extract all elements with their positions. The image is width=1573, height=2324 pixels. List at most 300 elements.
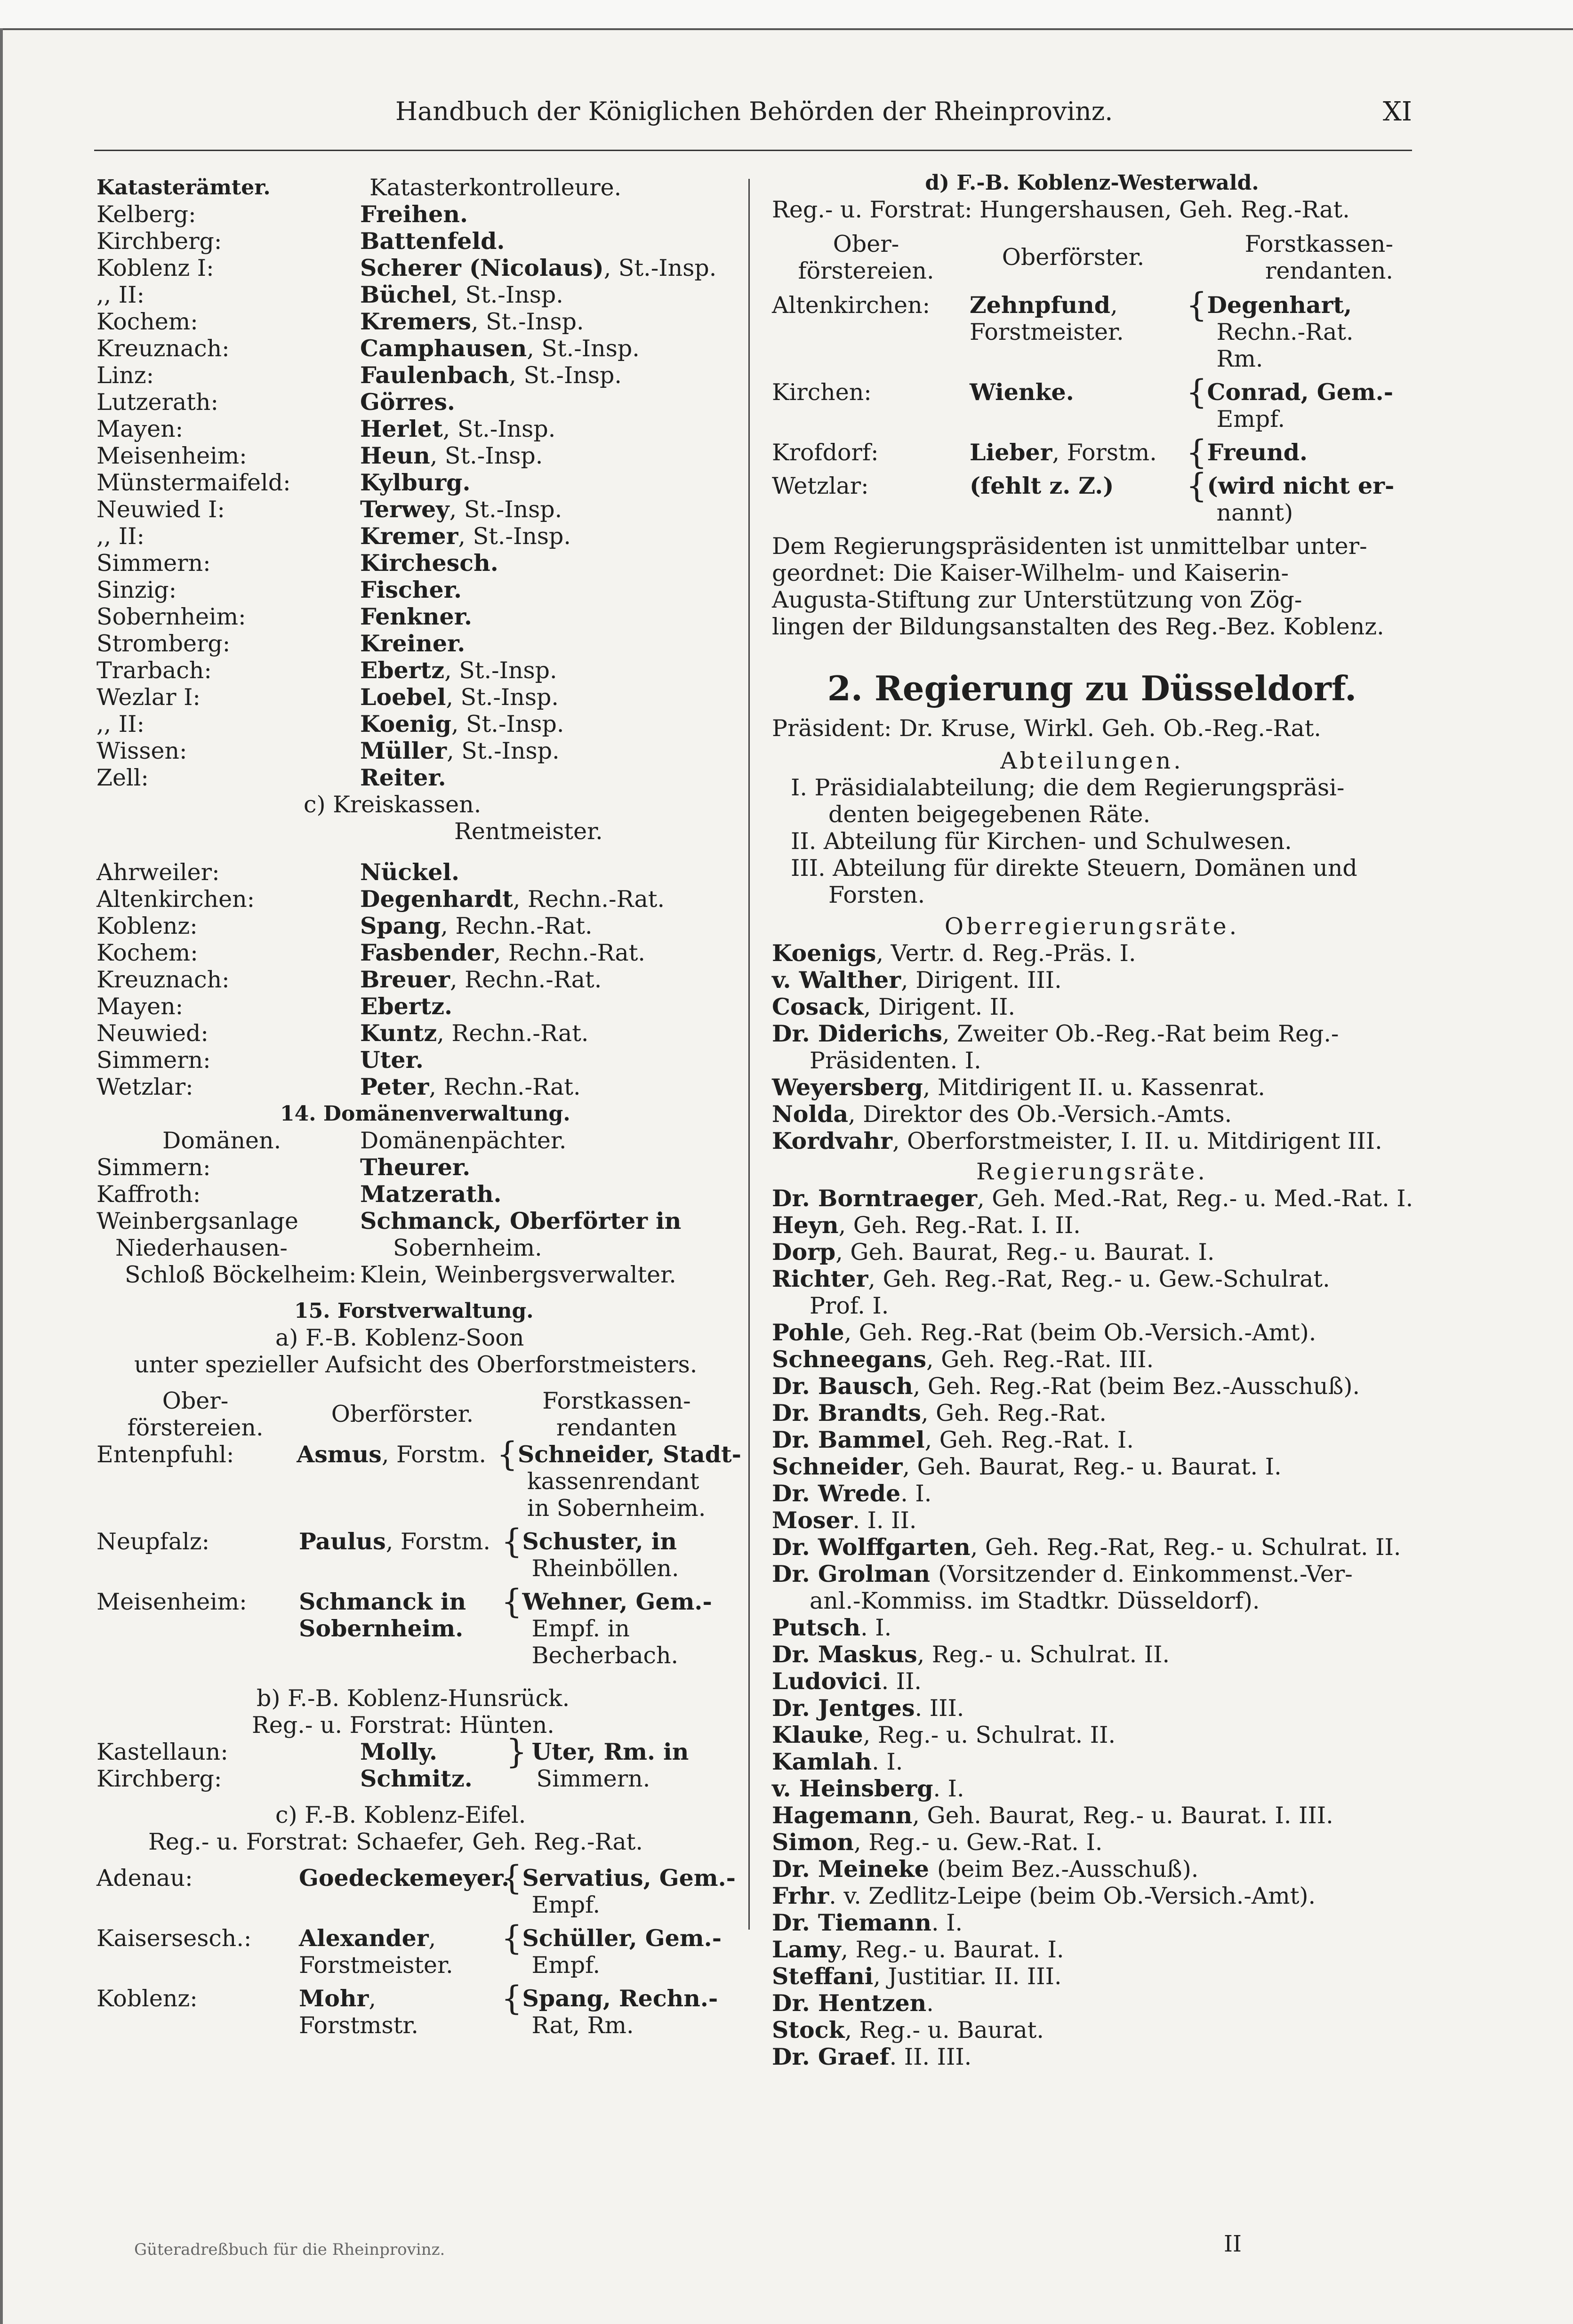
kataster-row-person-name: Reiter.: [360, 764, 446, 791]
westerwald-row-place: Krofdorf:: [772, 439, 879, 466]
westerwald-row-place: Wetzlar:: [772, 473, 869, 499]
kataster-row-person: [360, 201, 468, 228]
forst-b-kasse: [506, 1732, 689, 1792]
weinberg-persons: [360, 1208, 681, 1288]
regrat-line-rest: , Geh. Baurat, Reg.- u. Baurat. I.: [902, 1453, 1282, 1480]
regrat-line: [772, 1990, 1412, 2017]
forst-table-head: [96, 1387, 741, 1441]
forst-c-row: [96, 1859, 741, 1918]
kataster-row-person-name: Kremer: [360, 522, 458, 550]
oberreg-line: Präsidenten. I.: [810, 1047, 981, 1074]
forst-c-row-kasse-line: Spang, Rechn.-: [522, 1985, 718, 2012]
regrat-line-name: Dr. Maskus: [772, 1641, 917, 1668]
kreiskasse-row-person-name: Degenhardt: [360, 885, 513, 913]
kataster-row-person: [360, 308, 584, 335]
westerwald-row-kasse-line: Freund.: [1207, 439, 1308, 466]
kreiskasse-row: [96, 1074, 741, 1100]
forst-c-row-place: Kaisersesch.:: [96, 1925, 252, 1952]
kreiskasse-row-person: [360, 1074, 581, 1100]
domaene-row: [96, 1154, 741, 1181]
regrat-line-name: Dr. Hentzen: [772, 1989, 927, 2017]
forst-b-block: [96, 1732, 741, 1792]
kataster-row-place: Mayen:: [96, 416, 184, 442]
westerwald-row-person-title: , Forstm.: [1052, 439, 1157, 466]
head-text: rendanten: [556, 1414, 677, 1441]
head-text: rendanten.: [1265, 257, 1393, 284]
forst-a-row-kasse: [501, 1522, 679, 1582]
regrat-line-name: Hagemann: [772, 1802, 913, 1829]
forst-a-row-kasse-line: kassenrendant: [527, 1468, 699, 1495]
brace-glyph: {: [1186, 433, 1207, 472]
regrat-line-rest: , Geh. Reg.-Rat.: [921, 1400, 1107, 1426]
kataster-row-person: [360, 416, 555, 442]
kataster-row: [96, 308, 741, 335]
kreiskasse-row-person-title: , Rechn.-Rat.: [429, 1074, 581, 1100]
page-number: XI: [1383, 96, 1412, 127]
regrat-line: [772, 1400, 1412, 1426]
left-column: [96, 174, 741, 2045]
kataster-row: [96, 228, 741, 255]
kataster-row-person-title: , St.-Insp.: [509, 362, 622, 389]
kreiskasse-row: [96, 966, 741, 993]
weinberg-person-text: Schmanck, Oberförter in: [360, 1207, 682, 1234]
running-header: [94, 96, 1412, 134]
westerwald-row-kasse-line: (wird nicht er-: [1207, 472, 1395, 499]
forst-c-row-kasse-line: Empf.: [531, 1952, 601, 1979]
kataster-row-place: Stromberg:: [96, 630, 231, 657]
forst-b-row: [96, 1739, 506, 1765]
kataster-row: [96, 469, 741, 496]
forst-c-row-person-name: Goedeckemeyer.: [299, 1864, 510, 1891]
head-oberfoerstereien: [772, 231, 960, 284]
domaene-row-place: Simmern:: [96, 1154, 211, 1181]
kataster-row-person: [360, 550, 498, 577]
kataster-row-place: Neuwied I:: [96, 496, 225, 523]
regrat-line-rest: (beim Bez.-Ausschuß).: [937, 1856, 1199, 1883]
kataster-row-place: Koblenz I:: [96, 255, 214, 281]
scan-left-edge: [0, 28, 3, 2324]
kreiskasse-row-person-title: , Rechn.-Rat.: [493, 939, 645, 966]
forst-a-list: [96, 1435, 741, 1669]
forst-a-row: [96, 1522, 741, 1582]
regrat-line-rest: , Reg.- u. Schulrat. II.: [863, 1722, 1116, 1748]
abteilung-line: Forsten.: [828, 882, 925, 908]
domaenen-heading: [96, 1127, 741, 1154]
praesident-line: Präsident: Dr. Kruse, Wirkl. Geh. Ob.-Reg.-Rat.: [772, 715, 1322, 742]
kataster-row-person-name: Scherer (Nicolaus): [360, 254, 604, 281]
kreiskasse-row-person: [360, 1047, 424, 1074]
westerwald-table-head: [772, 231, 1412, 284]
kreiskasse-row-person: [360, 886, 665, 913]
forst-a-row-kasse: [501, 1582, 712, 1669]
kataster-row-person-title: , St.-Insp.: [527, 335, 640, 362]
forst-a-row-person: [297, 1441, 497, 1522]
regrat-line: [772, 1722, 1412, 1748]
westerwald-row-person-name: Lieber: [970, 439, 1052, 466]
forst-a-row-place: Neupfalz:: [96, 1528, 210, 1555]
kreiskasse-row-place: Simmern:: [96, 1047, 211, 1074]
oberreg-line: [772, 994, 1412, 1020]
sheet-mark: II: [1224, 2231, 1242, 2257]
kreiskasse-row-person: [360, 1020, 588, 1047]
forst-c-row-kasse-line: Servatius, Gem.-: [522, 1864, 736, 1891]
kataster-row-place: Lutzerath:: [96, 389, 218, 416]
kataster-row-person-name: Kreiner.: [360, 630, 465, 657]
westerwald-row-person: [970, 292, 1186, 372]
kataster-heading-right: Katasterkontrolleure.: [369, 174, 622, 201]
kreiskasse-row-place: Mayen:: [96, 993, 184, 1020]
kataster-row: [96, 550, 741, 577]
regrat-line-rest: , Reg.- u. Gew.-Rat. I.: [854, 1829, 1103, 1856]
regrat-line: [772, 1426, 1412, 1453]
kataster-row-person-name: Loebel: [360, 683, 446, 711]
kataster-row-place: Kirchberg:: [96, 228, 222, 255]
regrat-line-rest: , Reg.- u. Schulrat. II.: [917, 1641, 1170, 1668]
westerwald-row-kasse-line: Rechn.-Rat.: [1216, 319, 1354, 345]
kataster-row: [96, 711, 741, 737]
kreiskasse-row-person-name: Kuntz: [360, 1019, 437, 1047]
regrat-line: [772, 1936, 1412, 1963]
regrat-line-rest: , Reg.- u. Baurat.: [844, 2017, 1044, 2044]
kataster-row-place: Wezlar I:: [96, 684, 201, 711]
brace-glyph: {: [501, 1522, 522, 1561]
kataster-row: [96, 416, 741, 442]
kataster-row-person-title: , St.-Insp.: [447, 737, 560, 764]
regrat-line-rest: , Justitiar. II. III.: [873, 1963, 1062, 1990]
westerwald-row-person-name: (fehlt z. Z.): [970, 472, 1114, 499]
westerwald-row-kasse-line: Empf.: [1216, 406, 1285, 433]
forst-a-row-person: [299, 1528, 501, 1582]
forst-b-kasse-line: Simmern.: [536, 1765, 650, 1792]
abteilungen-title: Abteilungen.: [1000, 747, 1184, 774]
kataster-row: [96, 201, 741, 228]
regraete-list: [772, 1185, 1412, 2070]
forst-c-row-person-title: , Forstmstr.: [299, 1985, 418, 2039]
kreiskassen-title: c) Kreiskassen.: [304, 791, 482, 818]
kataster-row-person-name: Görres.: [360, 388, 455, 416]
kreiskasse-row-person-name: Ebertz.: [360, 993, 453, 1020]
forst-c-row-kasse-lines: [522, 1925, 722, 1979]
kataster-row-person: [360, 764, 446, 791]
regrat-line-name: Dr. Tiemann: [772, 1909, 932, 1936]
kataster-row-place: ,, II:: [96, 523, 144, 550]
note-line: Dem Regierungspräsidenten ist unmittelbar unter-: [772, 533, 1367, 560]
kataster-row-person-title: , St.-Insp.: [451, 711, 564, 737]
kataster-row: [96, 496, 741, 523]
westerwald-row: [772, 433, 1412, 472]
kataster-row-person-title: , St.-Insp.: [442, 416, 556, 442]
weinberg-person: Sobernheim.: [393, 1234, 542, 1261]
forst-a-row-kasse-line: in Sobernheim.: [527, 1495, 706, 1522]
kreiskasse-row-person: [360, 859, 459, 886]
westerwald-row-place: Kirchen:: [772, 379, 872, 406]
kreiskasse-row-person-title: , Rechn.-Rat.: [441, 913, 593, 939]
regrat-line-rest: , Geh. Reg.-Rat. I.: [924, 1426, 1134, 1453]
domaenen-list: [96, 1154, 741, 1208]
regrat-line: [772, 1775, 1412, 1802]
head-forstkassen: [511, 1387, 722, 1441]
head-text: Forstkassen-: [1244, 231, 1393, 257]
forst-b-row-person-name: Schmitz.: [360, 1765, 473, 1792]
kreiskasse-row-person: [360, 939, 645, 966]
forst-c-row-kasse-lines: [522, 1985, 718, 2039]
footer-imprint: Güteradreßbuch für die Rheinprovinz.: [134, 2240, 445, 2259]
forst-a-row-person-title: , Forstm.: [385, 1528, 491, 1555]
kataster-row-person: [360, 442, 543, 469]
westerwald-row-kasse-lines: [1207, 292, 1354, 372]
forst-c-subtitle: Reg.- u. Forstrat: Schaefer, Geh. Reg.-Rat.: [148, 1828, 643, 1855]
forst-c-list: [96, 1859, 741, 2039]
forst-c-row-person: [299, 1985, 501, 2039]
kreiskasse-row-person-title: , Rechn.-Rat.: [437, 1020, 589, 1047]
regrat-line-name: Pohle: [772, 1319, 844, 1346]
regrat-line-name: Dorp: [772, 1238, 836, 1266]
kataster-row-place: Sinzig:: [96, 577, 177, 603]
scan-top-edge: [0, 0, 1573, 30]
kataster-row-place: Kreuznach:: [96, 335, 230, 362]
westerwald-row-kasse-line: Degenhart,: [1207, 291, 1352, 319]
regrat-line-rest: , Geh. Reg.-Rat. III.: [926, 1346, 1154, 1373]
regrat-line-name: Dr. Bausch: [772, 1372, 913, 1400]
domaene-row-person: [360, 1181, 502, 1208]
regrat-line-name: Dr. Meineke: [772, 1855, 937, 1883]
regrat-line-rest: , Geh. Reg.-Rat (beim Ob.-Versich.-Amt).: [844, 1319, 1316, 1346]
kataster-row-person-title: , St.-Insp.: [449, 496, 562, 523]
regrat-line-rest: (Vorsitzender d. Einkommenst.-Ver-: [938, 1561, 1353, 1587]
oberreg-line-rest: , Zweiter Ob.-Reg.-Rat beim Reg.-: [942, 1020, 1339, 1047]
right-column: [772, 169, 1412, 2070]
regrat-line-name: Ludovici: [772, 1667, 882, 1695]
kataster-row-person-name: Fischer.: [360, 576, 462, 603]
regrat-line-rest: . I.: [933, 1775, 964, 1802]
head-text: Forstkassen-: [542, 1387, 691, 1414]
forst-a-row-place: Meisenheim:: [96, 1588, 247, 1615]
forst-a-row-kasse-line: Schneider, Stadt-: [517, 1441, 741, 1468]
head-text: Ober-: [162, 1387, 229, 1414]
weinberg-block: [96, 1208, 741, 1288]
regrat-line: [772, 2017, 1412, 2044]
forst-a-row-kasse-line: Empf. in: [531, 1615, 630, 1642]
kataster-heading: [96, 174, 741, 201]
kataster-row-person: [360, 603, 472, 630]
oberreg-list: [772, 940, 1412, 1154]
regrat-line-rest: , Geh. Baurat, Reg.- u. Baurat. I. III.: [912, 1802, 1333, 1829]
regrat-line-name: Dr. Graef: [772, 2043, 890, 2070]
forst-a-row: [96, 1582, 741, 1669]
kreiskasse-row-person: [360, 966, 602, 993]
kataster-row-place: ,, II:: [96, 281, 144, 308]
weinberg-place: Schloß Böckelheim:: [125, 1261, 357, 1288]
kataster-row: [96, 737, 741, 764]
regrat-line-name: Lamy: [772, 1936, 841, 1963]
oberreg-line-name: v. Walther: [772, 966, 901, 994]
regrat-line: [772, 1212, 1412, 1239]
kataster-row-person: [360, 281, 563, 308]
regrat-line-rest: , Geh. Reg.-Rat. I. II.: [838, 1212, 1081, 1239]
kataster-row-person-name: Camphausen: [360, 335, 527, 362]
forst-c-row-kasse-lines: [522, 1865, 736, 1918]
regrat-line-rest: . III.: [915, 1695, 964, 1722]
oberreg-line-name: Nolda: [772, 1100, 849, 1128]
forst-c-row-person-title: , Forstmeister.: [299, 1925, 453, 1979]
abteilung-line: III. Abteilung für direkte Steuern, Domänen und: [791, 855, 1357, 882]
brace-glyph: {: [501, 1859, 522, 1897]
oberreg-line: [772, 1101, 1412, 1128]
regrat-line: [772, 1963, 1412, 1990]
kataster-row-person-name: Battenfeld.: [360, 227, 505, 255]
brace-glyph: }: [506, 1732, 527, 1771]
westerwald-row: [772, 466, 1412, 526]
westerwald-row-kasse-lines: [1207, 439, 1308, 466]
oberreg-line-rest: , Dirigent. III.: [901, 967, 1062, 994]
kataster-row-person: [360, 255, 716, 281]
weinberg-place: Weinbergsanlage: [96, 1208, 298, 1234]
regrat-line: [772, 1829, 1412, 1856]
oberreg-line-rest: , Vertr. d. Reg.-Präs. I.: [876, 940, 1136, 967]
kreiskasse-row-place: Altenkirchen:: [96, 886, 255, 913]
brace-glyph: {: [1186, 466, 1207, 505]
westerwald-row-person-title: , Forstmeister.: [970, 292, 1124, 345]
forst-b-row: [96, 1765, 506, 1792]
kataster-row-person-name: Büchel: [360, 281, 451, 308]
kataster-row-person: [360, 577, 462, 603]
kreiskasse-row-person-title: , Rechn.-Rat.: [513, 886, 665, 913]
westerwald-row-kasse: [1186, 373, 1394, 433]
westerwald-row-kasse-line: Rm.: [1216, 345, 1263, 372]
oberreg-line-name: Weyersberg: [772, 1074, 923, 1101]
oberreg-line: [772, 1020, 1412, 1047]
running-title: Handbuch der Königlichen Behörden der Rheinprovinz.: [395, 96, 1113, 126]
kataster-row-person-name: Freihen.: [360, 200, 468, 228]
regrat-line-name: Simon: [772, 1828, 854, 1856]
head-oberfoerster: Oberförster.: [331, 1401, 474, 1427]
kataster-row-person: [360, 523, 571, 550]
forst-c-row-place: Adenau:: [96, 1865, 193, 1891]
forst-b-row-place: Kirchberg:: [96, 1765, 222, 1792]
kataster-row-person-title: , St.-Insp.: [458, 523, 571, 550]
kataster-row-person: [360, 737, 560, 764]
regrat-line-rest: , Geh. Reg.-Rat (beim Bez.-Ausschuß).: [913, 1373, 1360, 1400]
kataster-row-person-title: , St.-Insp.: [430, 442, 543, 469]
head-text: förstereien.: [127, 1414, 264, 1441]
kataster-row-person-name: Terwey: [360, 496, 449, 523]
regrat-line-rest: . I.: [931, 1909, 963, 1936]
regrat-line-name: Stock: [772, 2016, 845, 2044]
regrat-line: [772, 1480, 1412, 1507]
westerwald-row-kasse: [1186, 286, 1354, 372]
regrat-line: [772, 1695, 1412, 1722]
abteilungen-list: [772, 774, 1412, 908]
westerwald-row-person-name: Wienke.: [970, 378, 1074, 406]
kreiskasse-row: [96, 913, 741, 939]
head-forstkassen: [1186, 231, 1393, 284]
regrat-line: [772, 1802, 1412, 1829]
regrat-line-name: Moser: [772, 1507, 853, 1534]
kataster-row-person-name: Ebertz: [360, 657, 445, 684]
forst-c-row: [96, 1919, 741, 1979]
forst-a-row-kasse-lines: [522, 1588, 712, 1669]
regrat-line-name: Dr. Bammel: [772, 1426, 925, 1453]
head-oberfoerstereien: [96, 1387, 294, 1441]
kataster-row: [96, 657, 741, 684]
forst-b-subtitle: Reg.- u. Forstrat: Hünten.: [252, 1712, 554, 1739]
kataster-row: [96, 764, 741, 791]
kataster-row-place: Wissen:: [96, 737, 187, 764]
kataster-row-place: Trarbach:: [96, 657, 212, 684]
forst-a-row-kasse-lines: [522, 1528, 679, 1582]
westerwald-row-place: Altenkirchen:: [772, 292, 931, 319]
westerwald-row-kasse: [1186, 433, 1308, 472]
regrat-line-name: v. Heinsberg: [772, 1775, 933, 1802]
weinberg-place: Niederhausen-: [115, 1234, 288, 1261]
regrat-line: Prof. I.: [810, 1292, 889, 1319]
regrat-line: [772, 1319, 1412, 1346]
westerwald-row-person-name: Zehnpfund: [970, 291, 1111, 319]
regrat-line: [772, 1346, 1412, 1373]
forst-c-row-kasse: [501, 1859, 736, 1918]
forst-a-row-person-title: , Forstm.: [381, 1441, 487, 1468]
oberreg-line-name: Cosack: [772, 993, 864, 1020]
domaene-row-person-name: Theurer.: [360, 1154, 471, 1181]
regrat-line: [772, 1748, 1412, 1775]
forst-c-row-kasse-line: Schüller, Gem.-: [522, 1924, 722, 1952]
kataster-row-person-title: , St.-Insp.: [444, 657, 557, 684]
forst-c-row-kasse: [501, 1979, 718, 2039]
forst-b-title: b) F.-B. Koblenz-Hunsrück.: [257, 1685, 570, 1712]
kataster-row-person-name: Heun: [360, 442, 430, 469]
domaene-row-place: Kaffroth:: [96, 1181, 201, 1208]
forst-b-row-person: [360, 1765, 473, 1792]
oberreg-line-name: Koenigs: [772, 939, 876, 967]
regrat-line-name: Dr. Wolffgarten: [772, 1533, 971, 1561]
regrat-line-name: Schneider: [772, 1453, 903, 1480]
kreiskasse-row-person-name: Breuer: [360, 966, 450, 993]
forst-c-row-person-name: Alexander: [299, 1924, 429, 1952]
kataster-row-person-name: Kylburg.: [360, 469, 471, 496]
forst-c-row-person: [299, 1925, 501, 1979]
regrat-line-rest: , Reg.- u. Baurat. I.: [841, 1936, 1064, 1963]
kataster-row-place: Münstermaifeld:: [96, 469, 291, 496]
note-line: geordnet: Die Kaiser-Wilhelm- und Kaiserin-: [772, 560, 1289, 586]
forst-c-row-kasse: [501, 1919, 722, 1979]
kreiskasse-row-person-title: , Rechn.-Rat.: [450, 966, 602, 993]
kataster-row-person-name: Kremers: [360, 308, 472, 335]
kataster-row: [96, 281, 741, 308]
abteilung-line: denten beigegebenen Räte.: [828, 801, 1151, 828]
westerwald-title: d) F.-B. Koblenz-Westerwald.: [925, 171, 1259, 195]
brace-glyph: {: [1186, 373, 1207, 411]
weinberg-places: [96, 1208, 360, 1288]
regrat-line-rest: , Geh. Baurat, Reg.- u. Baurat. I.: [835, 1239, 1215, 1266]
oberreg-line-rest: , Dirigent. II.: [863, 994, 1016, 1020]
kataster-row: [96, 684, 741, 711]
regrat-line: [772, 1561, 1412, 1587]
forst-c-row-place: Koblenz:: [96, 1985, 198, 2012]
regrat-line: [772, 1185, 1412, 1212]
regrat-line-name: Heyn: [772, 1211, 839, 1239]
kataster-row: [96, 442, 741, 469]
westerwald-row: [772, 373, 1412, 433]
regrat-line-name: Dr. Borntraeger: [772, 1185, 978, 1212]
regrat-line: [772, 1373, 1412, 1400]
regrat-line-name: Dr. Grolman: [772, 1560, 939, 1587]
westerwald-row-person: [970, 379, 1186, 433]
kreiskasse-row: [96, 1020, 741, 1047]
forst-a-row: [96, 1435, 741, 1522]
regrat-line-name: Putsch: [772, 1614, 861, 1641]
kataster-row-person-title: , St.-Insp.: [446, 684, 559, 711]
regrat-line: [772, 1856, 1412, 1883]
